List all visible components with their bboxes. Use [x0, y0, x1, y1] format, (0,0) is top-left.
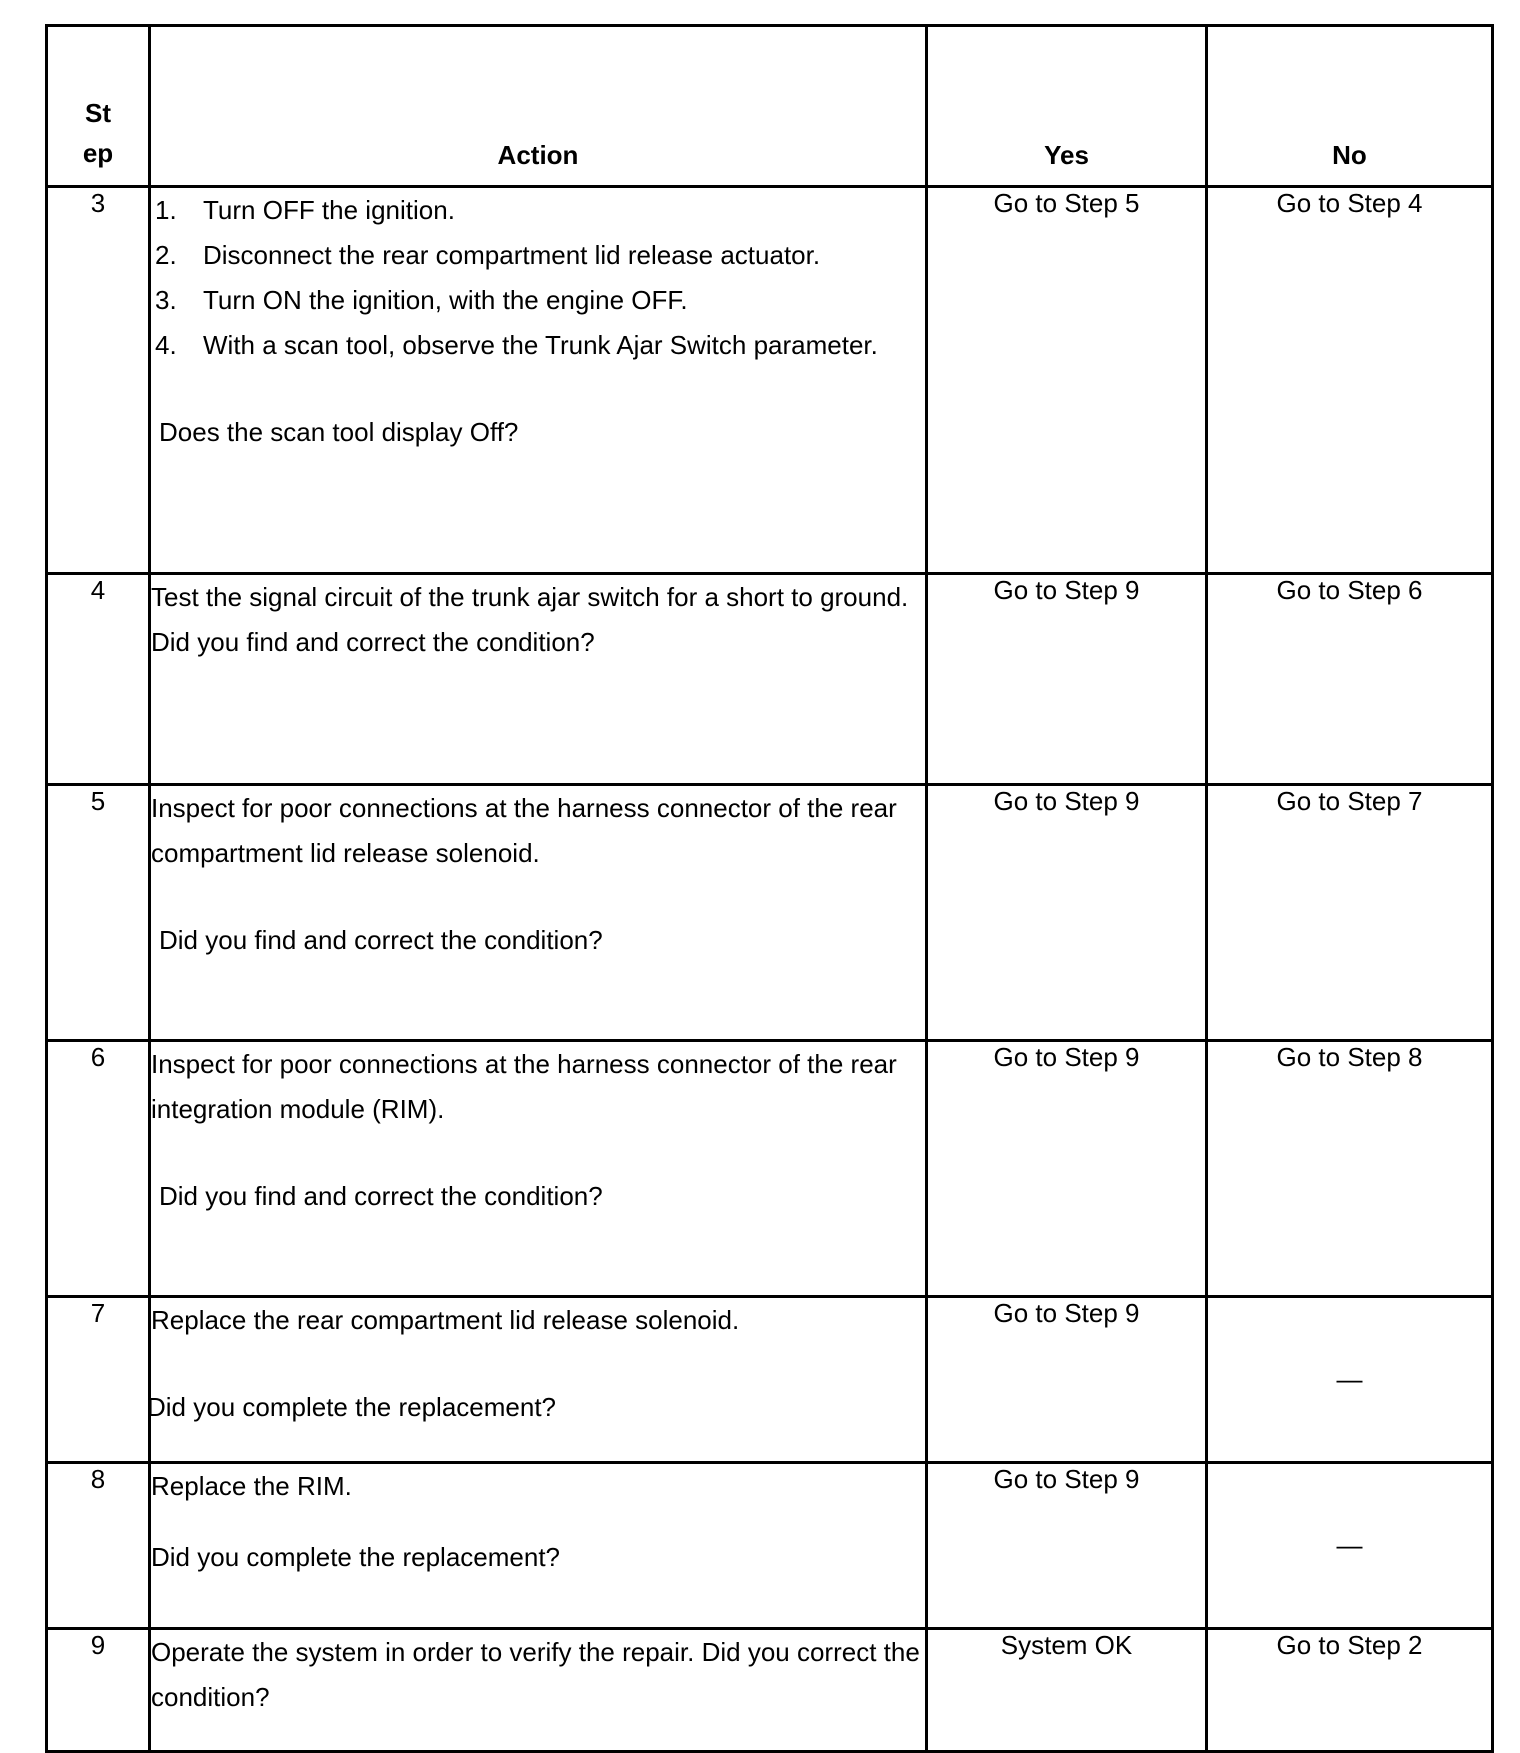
action-cell	[150, 187, 927, 574]
substep: 1. Turn OFF the ignition.	[155, 195, 455, 225]
step-number: 6	[47, 1041, 150, 1297]
action-column-header: Action	[150, 26, 927, 187]
step-header-line2: ep	[82, 138, 114, 168]
action-text: Test the signal circuit of the trunk ajar switch for a short to ground.	[151, 582, 909, 612]
yes-result: Go to Step 9	[927, 574, 1207, 785]
action-cell	[150, 574, 927, 785]
yes-column-header: Yes	[927, 26, 1207, 187]
action-text: Inspect for poor connections at the harness connector of the rear integration module (RIM).	[151, 1049, 897, 1124]
table-row	[47, 187, 1493, 574]
yes-result: Go to Step 9	[927, 785, 1207, 1041]
action-cell	[147, 1297, 927, 1463]
table-row	[47, 574, 1493, 785]
no-result: Go to Step 7	[1207, 785, 1493, 1041]
action-question: Did you complete the replacement?	[151, 1542, 561, 1572]
step-number: 7	[47, 1297, 150, 1463]
substep: 3. Turn ON the ignition, with the engine OFF.	[155, 285, 688, 315]
substep: 4. With a scan tool, observe the Trunk Ajar Switch parameter.	[155, 330, 878, 360]
table-row	[47, 1297, 1493, 1463]
action-cell	[150, 1463, 927, 1629]
table-row	[47, 1629, 1493, 1752]
action-cell	[150, 1041, 927, 1297]
step-header-line1: St	[85, 98, 111, 128]
table-row	[47, 785, 1493, 1041]
step-number: 3	[47, 187, 150, 574]
no-result: —	[1207, 1297, 1493, 1463]
yes-result: Go to Step 9	[927, 1297, 1207, 1463]
step-number: 5	[47, 785, 150, 1041]
yes-result: Go to Step 9	[927, 1041, 1207, 1297]
action-question: Did you complete the replacement?	[147, 1392, 557, 1422]
yes-result: Go to Step 5	[927, 187, 1207, 574]
header-row	[47, 26, 1493, 187]
no-result: Go to Step 2	[1207, 1629, 1493, 1752]
no-result: —	[1207, 1463, 1493, 1629]
no-result: Go to Step 4	[1207, 187, 1493, 574]
substep: 2. Disconnect the rear compartment lid release actuator.	[155, 240, 821, 270]
action-text: Replace the rear compartment lid release solenoid.	[151, 1305, 740, 1335]
action-question: Did you find and correct the condition?	[151, 627, 595, 657]
step-column-header	[47, 26, 150, 187]
action-text: Operate the system in order to verify the repair. Did you correct the condition?	[151, 1637, 920, 1712]
action-question: Does the scan tool display Off?	[159, 417, 519, 447]
yes-result: System OK	[927, 1629, 1207, 1752]
action-text: Replace the RIM.	[151, 1471, 352, 1501]
step-number: 9	[47, 1629, 150, 1752]
table-row	[47, 1463, 1493, 1629]
diagnostic-table	[45, 24, 1494, 1753]
action-cell	[150, 1629, 927, 1752]
no-result: Go to Step 8	[1207, 1041, 1493, 1297]
no-column-header: No	[1207, 26, 1493, 187]
action-text: Inspect for poor connections at the harness connector of the rear compartment lid release solenoid.	[151, 793, 897, 868]
action-question: Did you find and correct the condition?	[159, 925, 603, 955]
action-question: Did you find and correct the condition?	[159, 1181, 603, 1211]
action-cell	[150, 785, 927, 1041]
table-row	[47, 1041, 1493, 1297]
no-result: Go to Step 6	[1207, 574, 1493, 785]
step-number: 8	[47, 1463, 150, 1629]
step-number: 4	[47, 574, 150, 785]
yes-result: Go to Step 9	[927, 1463, 1207, 1629]
